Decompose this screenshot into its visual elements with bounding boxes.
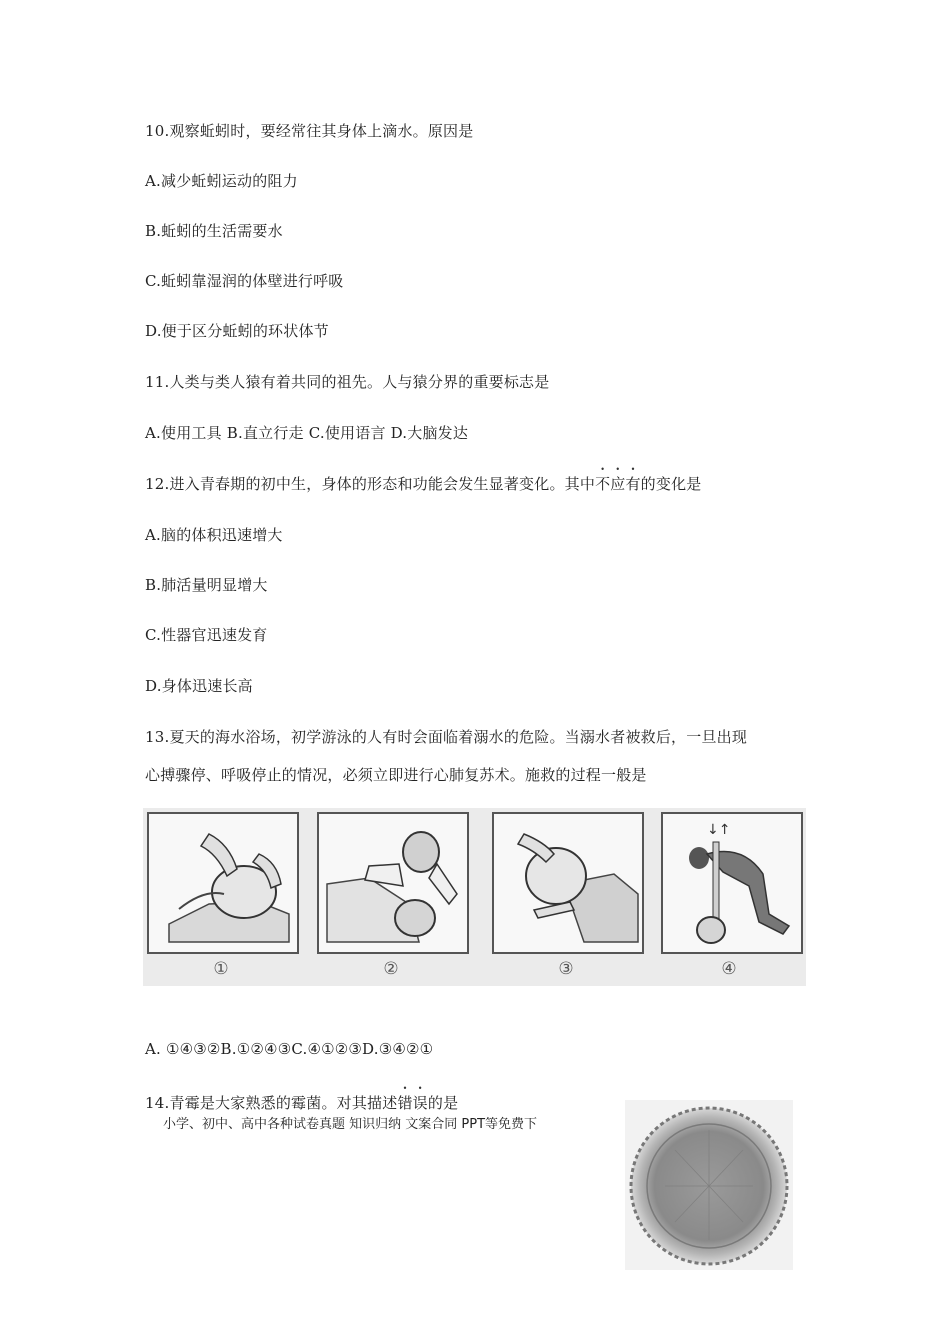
q13-stem-line1: 13.夏天的海水浴场，初学游泳的人有时会面临着溺水的危险。当溺水者被救后，一旦出现 [145, 728, 748, 746]
cpr-pulse-check-illustration [494, 814, 642, 952]
q12-stem [145, 474, 701, 494]
cpr-panel-2 [317, 812, 469, 954]
q11-stem: 11.人类与类人猿有着共同的祖先。人与猿分界的重要标志是 [145, 373, 550, 391]
cpr-panel-3 [492, 812, 644, 954]
footer-watermark-text: 小学、初中、高中各种试卷真题 知识归纳 文案合同 PPT等免费下 [163, 1117, 538, 1132]
q12-option-a: A.脑的体积迅速增大 [145, 526, 283, 544]
cpr-panel-label-3: ③ [558, 959, 574, 979]
q14-stem-after: 的是 [427, 1094, 459, 1112]
q14-stem [145, 1093, 458, 1113]
cpr-head-tilt-illustration [149, 814, 297, 952]
cpr-panel-4 [661, 812, 803, 954]
penicillium-colony-image [625, 1100, 793, 1270]
q11-options: A.使用工具 B.直立行走 C.使用语言 D.大脑发达 [145, 424, 469, 442]
q13-stem-line2: 心搏骤停、呼吸停止的情况，必须立即进行心肺复苏术。施救的过程一般是 [145, 766, 647, 784]
q12-option-c: C.性器官迅速发育 [145, 626, 268, 644]
cpr-panel-1 [147, 812, 299, 954]
cpr-panel-label-1: ① [213, 959, 229, 979]
q10-option-b: B.蚯蚓的生活需要水 [145, 222, 283, 240]
q12-stem-after: 的变化是 [640, 475, 702, 493]
cpr-panel-label-2: ② [383, 959, 399, 979]
cpr-rescue-breath-illustration [319, 814, 467, 952]
q12-stem-emphasis: 不应有 [595, 475, 641, 493]
cpr-panel-label-4: ④ [721, 959, 737, 979]
q10-stem: 10.观察蚯蚓时，要经常往其身体上滴水。原因是 [145, 122, 474, 140]
mold-colony-icon [625, 1100, 793, 1270]
q12-stem-before: 12.进入青春期的初中生，身体的形态和功能会发生显著变化。其中 [145, 475, 596, 493]
q10-option-d: D.便于区分蚯蚓的环状体节 [145, 322, 329, 340]
q13-options: A. ①④③②B.①②④③C.④①②③D.③④②① [145, 1040, 434, 1058]
svg-text:↓↑: ↓↑ [707, 822, 731, 838]
cpr-figure [143, 808, 806, 986]
q10-option-c: C.蚯蚓靠湿润的体壁进行呼吸 [145, 272, 344, 290]
q10-option-a: A.减少蚯蚓运动的阻力 [145, 172, 298, 190]
q14-stem-emphasis: 错误 [397, 1094, 428, 1112]
q12-option-d: D.身体迅速长高 [145, 677, 253, 695]
q14-stem-before: 14.青霉是大家熟悉的霉菌。对其描述 [145, 1094, 398, 1112]
q12-option-b: B.肺活量明显增大 [145, 576, 268, 594]
cpr-compression-illustration [663, 814, 801, 952]
